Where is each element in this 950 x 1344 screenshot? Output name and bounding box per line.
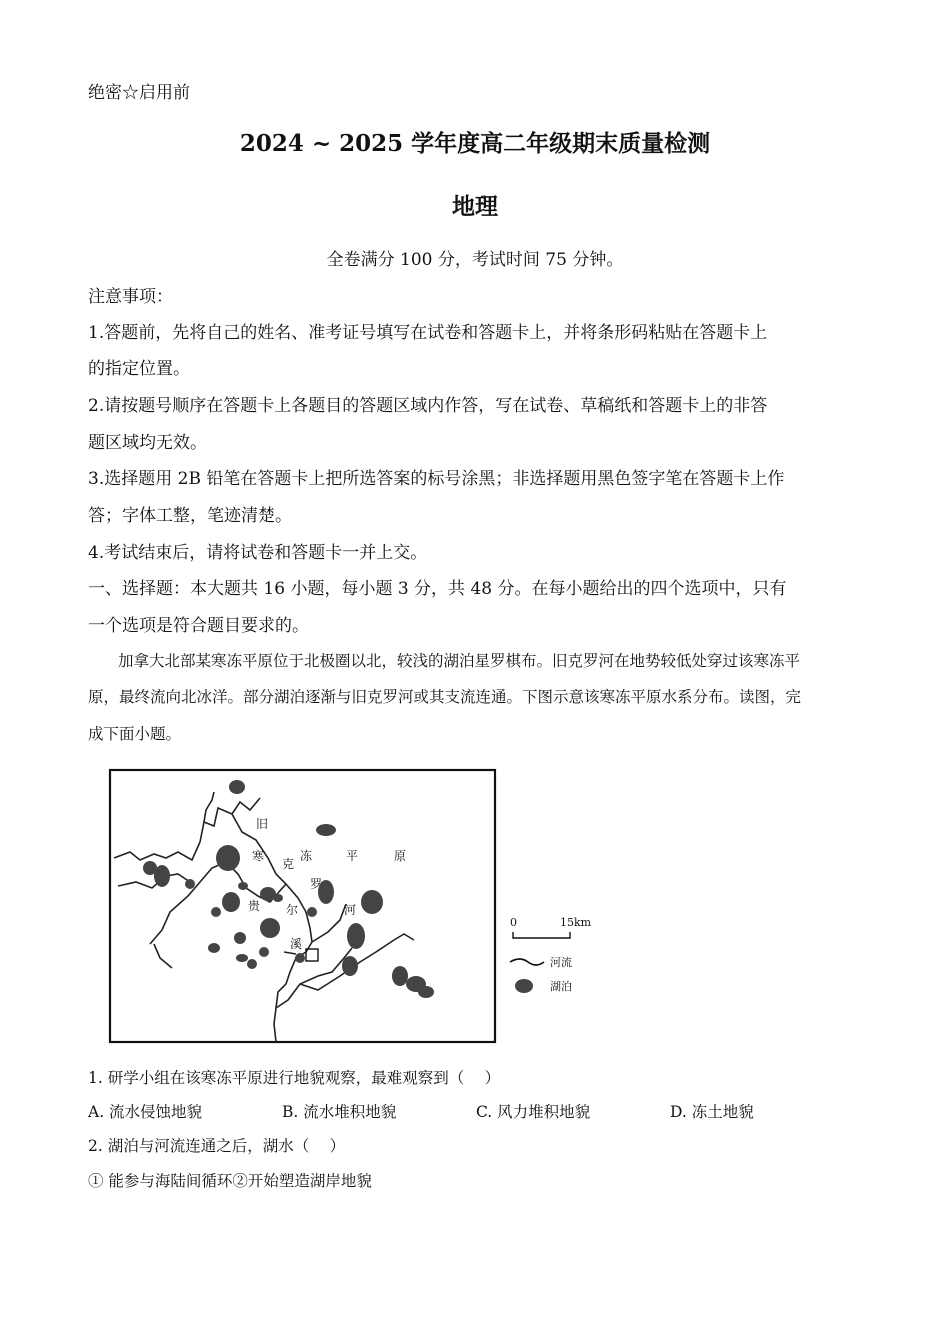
- location-marker: [306, 949, 318, 961]
- lake: [361, 890, 383, 914]
- river-label-char: 克: [282, 857, 295, 871]
- question-1-stem: 1. 研学小组在该寒冻平原进行地貌观察，最难观察到（ ）: [88, 1069, 501, 1087]
- legend-lake-label: 湖泊: [550, 980, 572, 993]
- lake: [259, 947, 269, 957]
- lake: [392, 966, 408, 986]
- question-1-option-a[interactable]: A. 流水侵蚀地貌: [88, 1103, 203, 1121]
- scale-zero-label: 0: [510, 916, 517, 929]
- lake: [236, 954, 248, 962]
- tributary-west-2: [118, 874, 190, 888]
- tributary-northeast: [232, 798, 260, 814]
- plain-label-char: 原: [394, 849, 407, 863]
- lake: [208, 943, 220, 953]
- notice-heading: 注意事项：: [88, 287, 173, 307]
- passage-line-3: 成下面小题。: [88, 725, 182, 743]
- map-label-char: 溪: [290, 937, 303, 951]
- lake: [216, 845, 240, 871]
- passage-line-2: 原，最终流向北冰洋。部分湖泊逐渐与旧克罗河或其支流连通。下图示意该寒冻平原水系分布。读图，完: [88, 688, 802, 706]
- section-heading-line-2: 一个选项是符合题目要求的。: [88, 616, 309, 636]
- lakes: [143, 780, 434, 998]
- lake: [342, 956, 358, 976]
- lake: [347, 923, 365, 949]
- river-label-char: 罗: [310, 877, 323, 891]
- plain-label-char: 寒: [252, 849, 265, 863]
- question-2-statements: ① 能参与海陆间循环②开始塑造湖岸地貌: [88, 1172, 372, 1190]
- plain-label-char: 冻: [300, 849, 313, 863]
- lake: [154, 865, 170, 887]
- notice-item-3-line-1: 3.选择题用 2B 铅笔在答题卡上把所选答案的标号涂黑；非选择题用黑色签字笔在答题卡上作: [88, 469, 785, 489]
- question-1-option-d[interactable]: D. 冻土地貌: [670, 1103, 754, 1121]
- river-label-char: 旧: [256, 817, 269, 831]
- lake: [222, 892, 240, 912]
- map-label-char: 贵: [248, 899, 261, 913]
- lake: [247, 959, 257, 969]
- old-crow-river: [200, 808, 312, 1042]
- lake: [295, 953, 305, 963]
- small-creek: [284, 952, 296, 954]
- lake: [238, 882, 248, 890]
- tributary-north: [204, 792, 214, 822]
- secret-label: 绝密☆启用前: [88, 83, 190, 103]
- notice-item-1-line-1: 1.答题前，先将自己的姓名、准考证号填写在试卷和答题卡上，并将条形码粘贴在答题卡上: [88, 323, 768, 343]
- lake: [316, 824, 336, 836]
- lake: [418, 986, 434, 998]
- question-2-stem: 2. 湖泊与河流连通之后，湖水（ ）: [88, 1137, 346, 1155]
- map-legend: [510, 916, 592, 993]
- lake: [229, 780, 245, 794]
- exam-title: 2024 ~ 2025 学年度高二年级期末质量检测: [239, 130, 711, 157]
- notice-item-3-line-2: 答；字体工整，笔迹清楚。: [88, 506, 292, 526]
- map-label-char: 尔: [286, 903, 299, 917]
- lake: [211, 907, 221, 917]
- legend-river-label: 河流: [550, 956, 572, 969]
- notice-item-1-line-2: 的指定位置。: [88, 359, 190, 379]
- lake: [273, 894, 283, 902]
- legend-lake-symbol: [515, 979, 533, 993]
- lake: [185, 879, 195, 889]
- notice-item-2-line-1: 2.请按题号顺序在答题卡上各题目的答题区域内作答，写在试卷、草稿纸和答题卡上的非答: [88, 396, 768, 416]
- section-heading-line-1: 一、选择题：本大题共 16 小题，每小题 3 分，共 48 分。在每小题给出的四个选项中，只有: [88, 579, 787, 599]
- plain-label-char: 平: [346, 849, 359, 863]
- tributary-far-southwest: [154, 944, 172, 968]
- passage-line-1: 加拿大北部某寒冻平原位于北极圈以北，较浅的湖泊星罗棋布。旧克罗河在地势较低处穿过该寒冻平: [118, 652, 801, 670]
- scale-end-label: 15km: [560, 916, 592, 929]
- subject-title: 地理: [452, 193, 498, 220]
- question-1-option-c[interactable]: C. 风力堆积地貌: [476, 1103, 591, 1121]
- tributary-west: [114, 842, 200, 860]
- water-system-map: [100, 762, 610, 1052]
- scale-bar: [513, 932, 570, 938]
- legend-river-symbol: [510, 959, 544, 965]
- river-label-char: 河: [344, 903, 357, 917]
- notice-item-2-line-2: 题区域均无效。: [88, 433, 207, 453]
- notice-item-4: 4.考试结束后，请将试卷和答题卡一并上交。: [88, 543, 428, 563]
- question-1-option-b[interactable]: B. 流水堆积地貌: [282, 1103, 397, 1121]
- lake: [307, 907, 317, 917]
- tributary-east: [312, 904, 346, 942]
- lake: [260, 918, 280, 938]
- lake: [234, 932, 246, 944]
- exam-info: 全卷满分 100 分，考试时间 75 分钟。: [326, 250, 624, 270]
